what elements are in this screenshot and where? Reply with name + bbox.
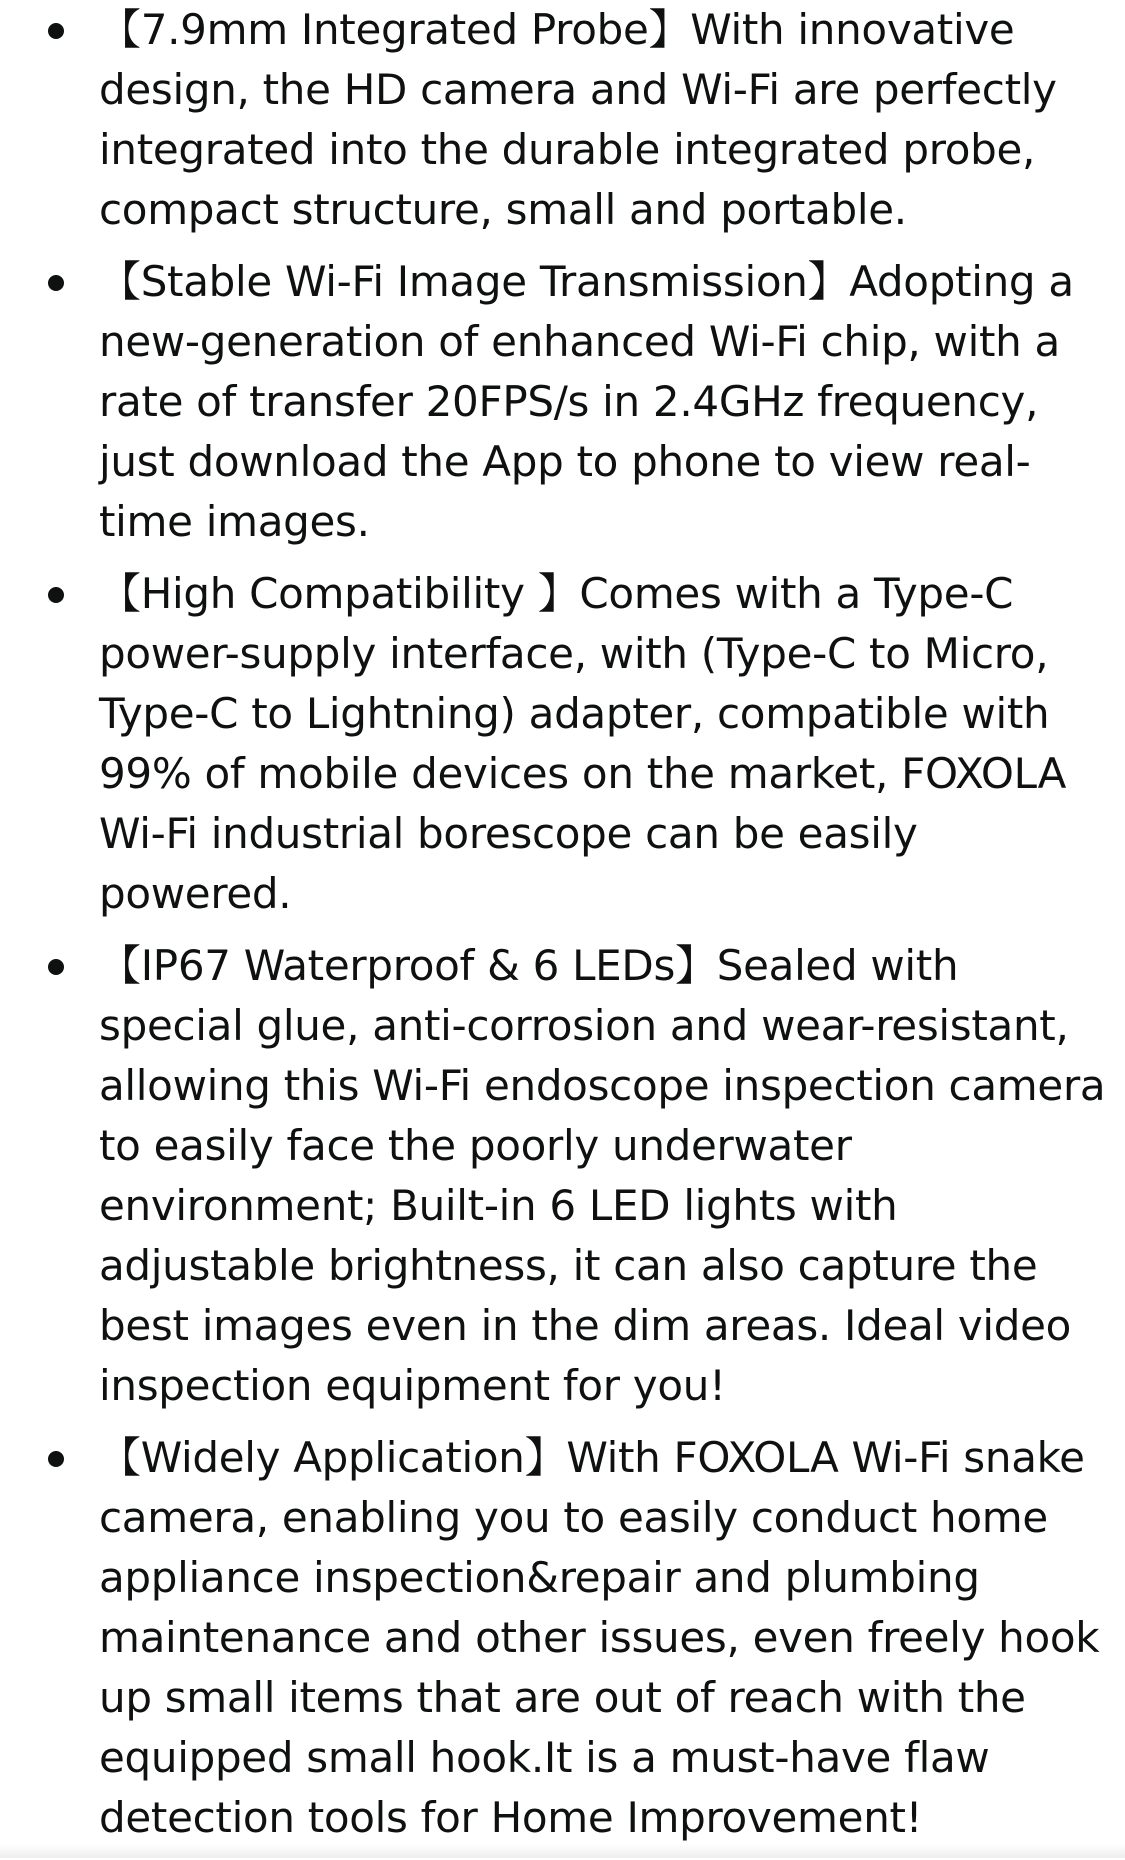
bullet-dot-icon	[48, 959, 64, 975]
feature-bullet-application	[0, 1428, 1125, 1848]
feature-bullet-text: 【Widely Application】With FOXOLA Wi-Fi snake camera, enabling you to easily conduct home appliance inspection&repair and plumbing maintenance and other issues, even freely hook up small items that are out of reach with the equipped small hook.It is a must-have flaw detection tools for Home Improvement!	[99, 1433, 1100, 1842]
feature-bullet-waterproof	[0, 936, 1125, 1416]
bullet-dot-icon	[48, 1451, 64, 1467]
bullet-dot-icon	[48, 275, 64, 291]
bullet-dot-icon	[48, 587, 64, 603]
feature-bullet-text: 【7.9mm Integrated Probe】With innovative design, the HD camera and Wi-Fi are perfectly integrated into the durable integrated probe, compact structure, small and portable.	[99, 5, 1057, 234]
bottom-edge-shadow	[0, 1844, 1125, 1858]
feature-bullet-probe	[0, 0, 1125, 240]
feature-bullet-text: 【High Compatibility 】Comes with a Type-C power-supply interface, with (Type-C to Micro, Type-C to Lightning) adapter, compatible with 99% of mobile devices on the market, FOXOLA Wi-Fi industrial borescope can be easily powered.	[99, 569, 1067, 918]
bullet-dot-icon	[48, 23, 64, 39]
feature-bullet-compatibility	[0, 564, 1125, 924]
feature-bullet-wifi-transmission	[0, 252, 1125, 552]
feature-bullet-text: 【IP67 Waterproof & 6 LEDs】Sealed with special glue, anti-corrosion and wear-resistant, allowing this Wi-Fi endoscope inspection camera to easily face the poorly underwater environment; Built-in 6 LED lights with adjustable brightness, it can also capture the best images even in the dim areas. Ideal video inspection equipment for you!	[99, 941, 1106, 1410]
feature-bullet-text: 【Stable Wi-Fi Image Transmission】Adopting a new-generation of enhanced Wi-Fi chip, with a rate of transfer 20FPS/s in 2.4GHz frequency, just download the App to phone to view real-time images.	[99, 257, 1074, 546]
